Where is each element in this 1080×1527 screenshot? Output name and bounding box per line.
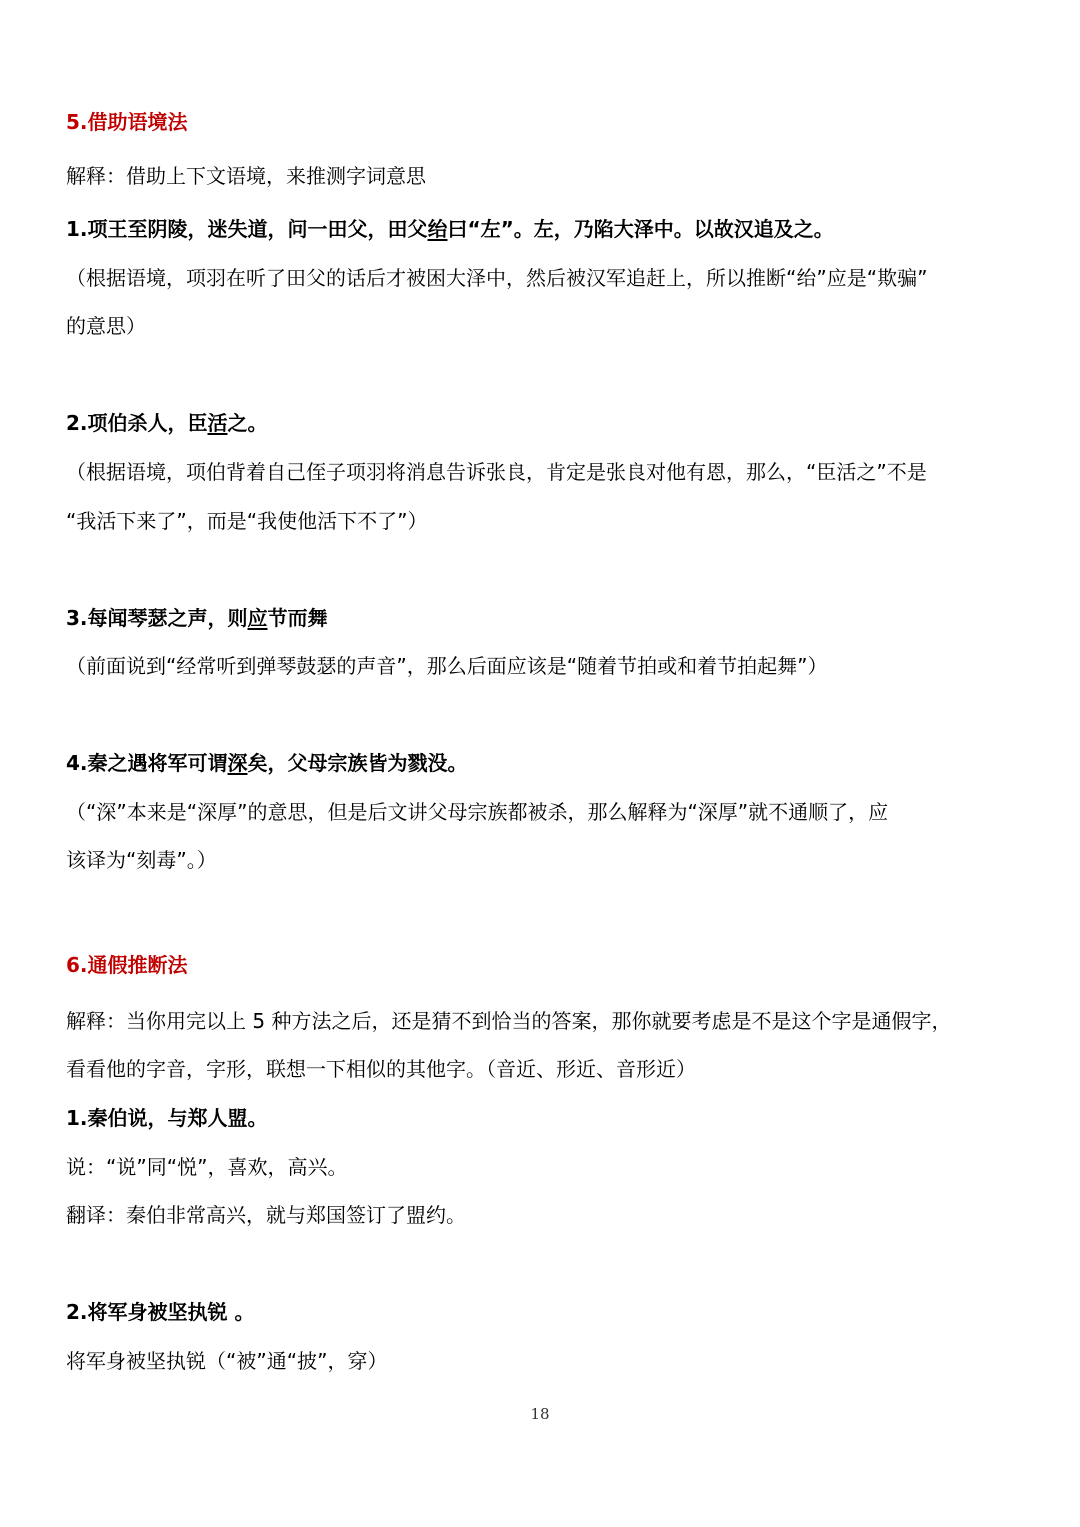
example-note-3-line1: （前面说到“经常听到弹琴鼓瑟的声音”，那么后面应该是“随着节拍或和着节拍起舞”） <box>66 654 828 678</box>
section6-heading: 6.通假推断法 <box>66 953 188 977</box>
sentence-text: 3.每闻琴瑟之声，则 <box>66 606 248 630</box>
example-sentence-3 <box>66 604 1016 632</box>
example-note-4-line2: 该译为“刻毒”。） <box>66 848 217 872</box>
example-note-1-line1: （根据语境，项羽在听了田父的话后才被困大泽中，然后被汉军追赶上，所以推断“绐”应是“欺骗” <box>66 266 928 290</box>
section6-example-sentence-1: 1.秦伯说，与郑人盟。 <box>66 1106 268 1130</box>
key-character: 应 <box>247 606 268 630</box>
sentence-text: 节而舞 <box>267 606 328 630</box>
section6-example-gloss-2: 将军身被坚执锐（“被”通“披”，穿） <box>66 1349 388 1373</box>
key-character: 绐 <box>427 217 448 241</box>
key-character: 深 <box>227 751 248 775</box>
example-sentence-4 <box>66 749 1016 777</box>
example-note-2-line2: “我活下来了”，而是“我使他活下不了”） <box>66 509 428 533</box>
section6-explanation-line2: 看看他的字音，字形，联想一下相似的其他字。（音近、形近、音形近） <box>66 1057 696 1081</box>
sentence-text: 矣，父母宗族皆为戮没。 <box>247 751 468 775</box>
section6-explanation-line1: 解释：当你用完以上 5 种方法之后，还是猜不到恰当的答案，那你就要考虑是不是这个字是通假字， <box>66 1009 952 1033</box>
example-note-1-line2: 的意思） <box>66 314 146 338</box>
key-character: 活 <box>207 411 228 435</box>
sentence-text: 1.项王至阴陵，迷失道，问一田父，田父 <box>66 217 428 241</box>
example-sentence-1 <box>66 215 1016 243</box>
example-note-4-line1: （“深”本来是“深厚”的意思，但是后文讲父母宗族都被杀，那么解释为“深厚”就不通顺了，应 <box>66 800 889 824</box>
section6-example-gloss-1: 说：“说”同“悦”，喜欢，高兴。 <box>66 1155 348 1179</box>
example-note-2-line1: （根据语境，项伯背着自己侄子项羽将消息告诉张良，肯定是张良对他有恩，那么，“臣活之”不是 <box>66 460 927 484</box>
sentence-text: 曰“左”。左，乃陷大泽中。以故汉追及之。 <box>447 217 834 241</box>
sentence-text: 之。 <box>227 411 268 435</box>
section6-example-sentence-2: 2.将军身被坚执锐 。 <box>66 1300 255 1324</box>
section5-explanation: 解释：借助上下文语境，来推测字词意思 <box>66 164 426 188</box>
sentence-text: 4.秦之遇将军可谓 <box>66 751 228 775</box>
sentence-text: 2.项伯杀人，臣 <box>66 411 208 435</box>
section5-heading: 5.借助语境法 <box>66 110 188 134</box>
page-number: 18 <box>530 1405 550 1423</box>
example-sentence-2 <box>66 409 1016 437</box>
section6-example-translation-1: 翻译：秦伯非常高兴，就与郑国签订了盟约。 <box>66 1203 466 1227</box>
